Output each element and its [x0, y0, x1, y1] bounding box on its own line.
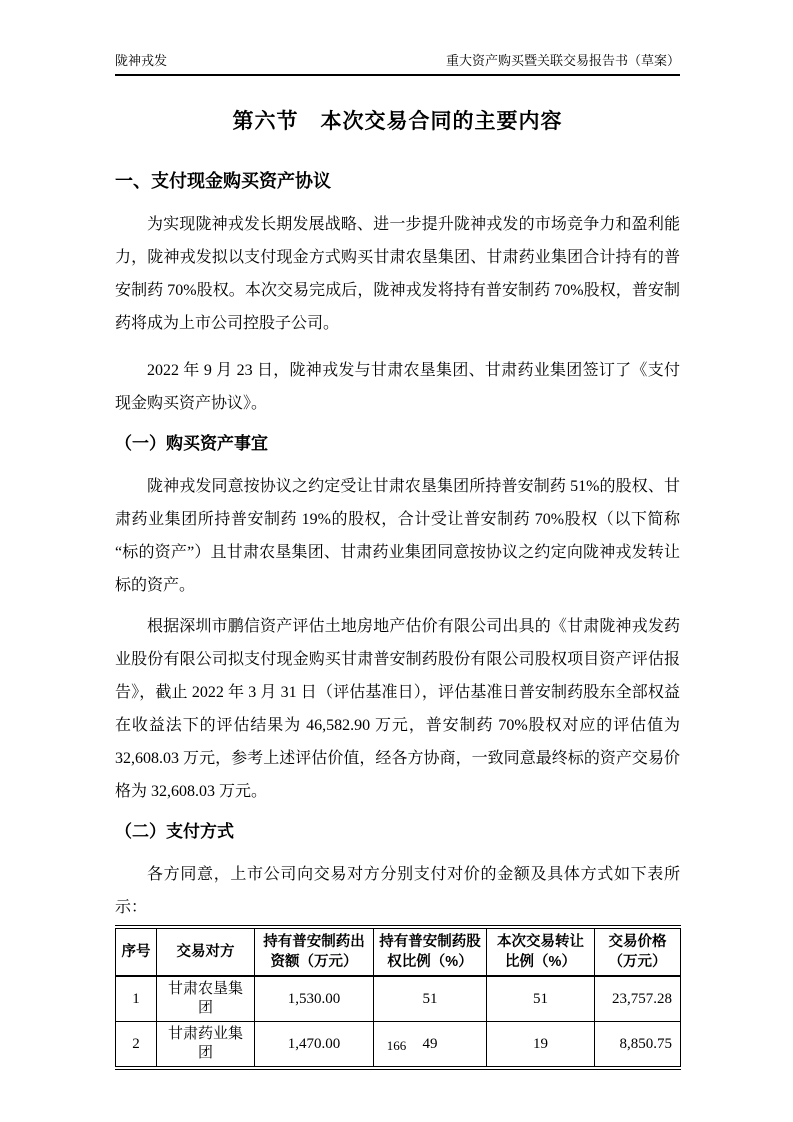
paragraph-signing-date: 2022 年 9 月 23 日，陇神戎发与甘肃农垦集团、甘肃药业集团签订了《支付现金购买资产协议》。	[115, 362, 680, 412]
table-cell-counterparty: 甘肃农垦集团	[157, 976, 255, 1022]
table-header-cell-transfer-ratio: 本次交易转让比例（%）	[487, 927, 595, 976]
paragraph-strategy: 为实现陇神戎发长期发展战略、进一步提升陇神戎发的市场竞争力和盈利能力，陇神戎发拟以支付现金方式购买甘肃农垦集团、甘肃药业集团合计持有的普安制药 70%股权。本次交易完成后，陇神戎发将持有普安制药 70%股权，普安制药将成为上市公司控股子公司。	[115, 216, 680, 332]
table-cell-capital: 1,530.00	[255, 976, 374, 1022]
payment-table-body	[116, 976, 681, 1068]
table-cell-price: 23,757.28	[595, 976, 681, 1022]
table-cell-counterparty: 甘肃药业集团	[157, 1022, 255, 1069]
table-header-cell-counterparty: 交易对方	[157, 927, 255, 976]
payment-table-header	[116, 927, 681, 976]
paragraph-payment-intro: 各方同意，上市公司向交易对方分别支付对价的金额及具体方式如下表所示：	[115, 866, 680, 916]
table-cell-transfer-ratio: 51	[487, 976, 595, 1022]
subsection-heading-asset-purchase: （一）购买资产事宜	[115, 434, 268, 453]
page-footer	[0, 1038, 793, 1054]
subsection-heading-payment-method: （二）支付方式	[115, 822, 234, 841]
table-cell-equity-ratio: 51	[374, 976, 487, 1022]
page-number: 166	[386, 1038, 407, 1053]
table-cell-price: 8,850.75	[595, 1022, 681, 1069]
paragraph-transfer-terms: 陇神戎发同意按协议之约定受让甘肃农垦集团所持普安制药 51%的股权、甘肃药业集团所持普安制药 19%的股权，合计受让普安制药 70%股权（以下简称“标的资产”）且甘肃农垦集团、甘肃药业集团同意按协议之约定向陇神戎发转让标的资产。	[115, 478, 680, 594]
chapter-title: 第六节 本次交易合同的主要内容	[232, 110, 563, 133]
table-cell-capital: 1,470.00	[255, 1022, 374, 1069]
table-header-cell-capital: 持有普安制药出资额（万元）	[255, 927, 374, 976]
table-header-cell-index: 序号	[116, 927, 157, 976]
table-header-cell-equity-ratio: 持有普安制药股权比例（%）	[374, 927, 487, 976]
paragraph-valuation: 根据深圳市鹏信资产评估土地房地产估价有限公司出具的《甘肃陇神戎发药业股份有限公司拟支付现金购买甘肃普安制药股份有限公司股权项目资产评估报告》，截止 2022 年 3 月 31 日（评估基准日），评估基准日普安制药股东全部权益在收益法下的评估结果为 46,582.90 万元，普安制药 70%股权对应的评估值为 32,608.03 万元，参考上述评估价值，经各方协商，一致同意最终标的资产交易价格为 32,608.03 万元。	[115, 618, 680, 800]
table-cell-index: 1	[116, 976, 157, 1022]
header-company-name: 陇神戎发	[115, 53, 168, 68]
table-cell-equity-ratio: 49	[374, 1022, 487, 1069]
table-cell-index: 2	[116, 1022, 157, 1069]
table-header-row	[116, 927, 681, 976]
section-heading-payment-agreement: 一、支付现金购买资产协议	[115, 171, 331, 191]
table-header-cell-price: 交易价格（万元）	[595, 927, 681, 976]
page-header	[115, 52, 680, 76]
table-cell-transfer-ratio: 19	[487, 1022, 595, 1069]
table-row	[116, 976, 681, 1022]
header-report-title: 重大资产购买暨关联交易报告书（草案）	[445, 53, 680, 68]
